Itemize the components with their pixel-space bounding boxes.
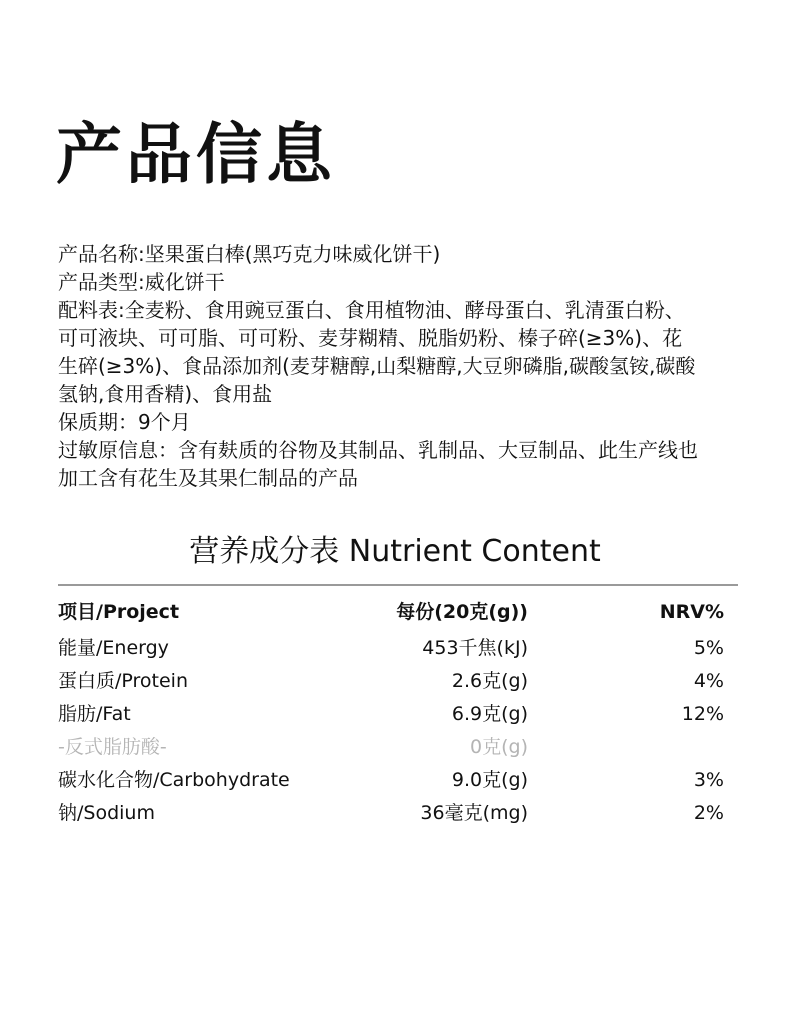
row-item: 能量/Energy	[58, 637, 169, 659]
row-per-serving: 0克(g)	[470, 736, 528, 758]
page-title: 产品信息	[56, 116, 336, 193]
row-nrv: 4%	[693, 670, 724, 692]
row-per-serving: 6.9克(g)	[451, 703, 528, 725]
header-per-serving: 每份(20克(g))	[396, 601, 528, 623]
table-header	[58, 594, 730, 630]
row-per-serving: 2.6克(g)	[451, 670, 528, 692]
row-nrv: 5%	[693, 637, 724, 659]
product-info	[58, 240, 698, 492]
header-nrv: NRV%	[659, 601, 724, 623]
row-per-serving: 453千焦(kJ)	[422, 637, 528, 659]
header-item: 项目/Project	[58, 601, 180, 623]
table-row	[58, 698, 730, 731]
row-per-serving: 9.0克(g)	[451, 769, 528, 791]
table-row	[58, 632, 730, 665]
table-row	[58, 797, 730, 830]
product-name: 产品名称:坚果蛋白棒(黑巧克力味威化饼干)	[58, 242, 441, 266]
row-item: 钠/Sodium	[58, 802, 155, 824]
table-row	[58, 665, 730, 698]
row-item: 碳水化合物/Carbohydrate	[58, 769, 290, 791]
row-item: -反式脂肪酸-	[58, 736, 167, 758]
row-nrv: 12%	[681, 703, 724, 725]
shelf-life: 保质期：9个月	[58, 410, 191, 434]
row-nrv: 2%	[693, 802, 724, 824]
nutrition-table	[58, 594, 730, 830]
row-item: 脂肪/Fat	[58, 703, 131, 725]
allergen-info: 过敏原信息：含有麸质的谷物及其制品、乳制品、大豆制品、此生产线也加工含有花生及其果仁制品的产品	[58, 438, 698, 490]
row-item: 蛋白质/Protein	[58, 670, 189, 692]
row-nrv: 3%	[693, 769, 724, 791]
row-per-serving: 36毫克(mg)	[420, 802, 528, 824]
ingredients: 配料表:全麦粉、食用豌豆蛋白、食用植物油、酵母蛋白、乳清蛋白粉、可可液块、可可脂、可可粉、麦芽糊精、脱脂奶粉、榛子碎(≥3%)、花生碎(≥3%)、食品添加剂(麦芽糖醇,山梨糖醇,大豆卵磷脂,碳酸氢铵,碳酸氢钠,食用香精)、食用盐	[58, 298, 696, 406]
table-row	[58, 731, 730, 764]
nutrition-title: 营养成分表 Nutrient Content	[189, 534, 601, 569]
table-row	[58, 764, 730, 797]
product-type: 产品类型:威化饼干	[58, 270, 225, 294]
divider	[58, 584, 738, 586]
